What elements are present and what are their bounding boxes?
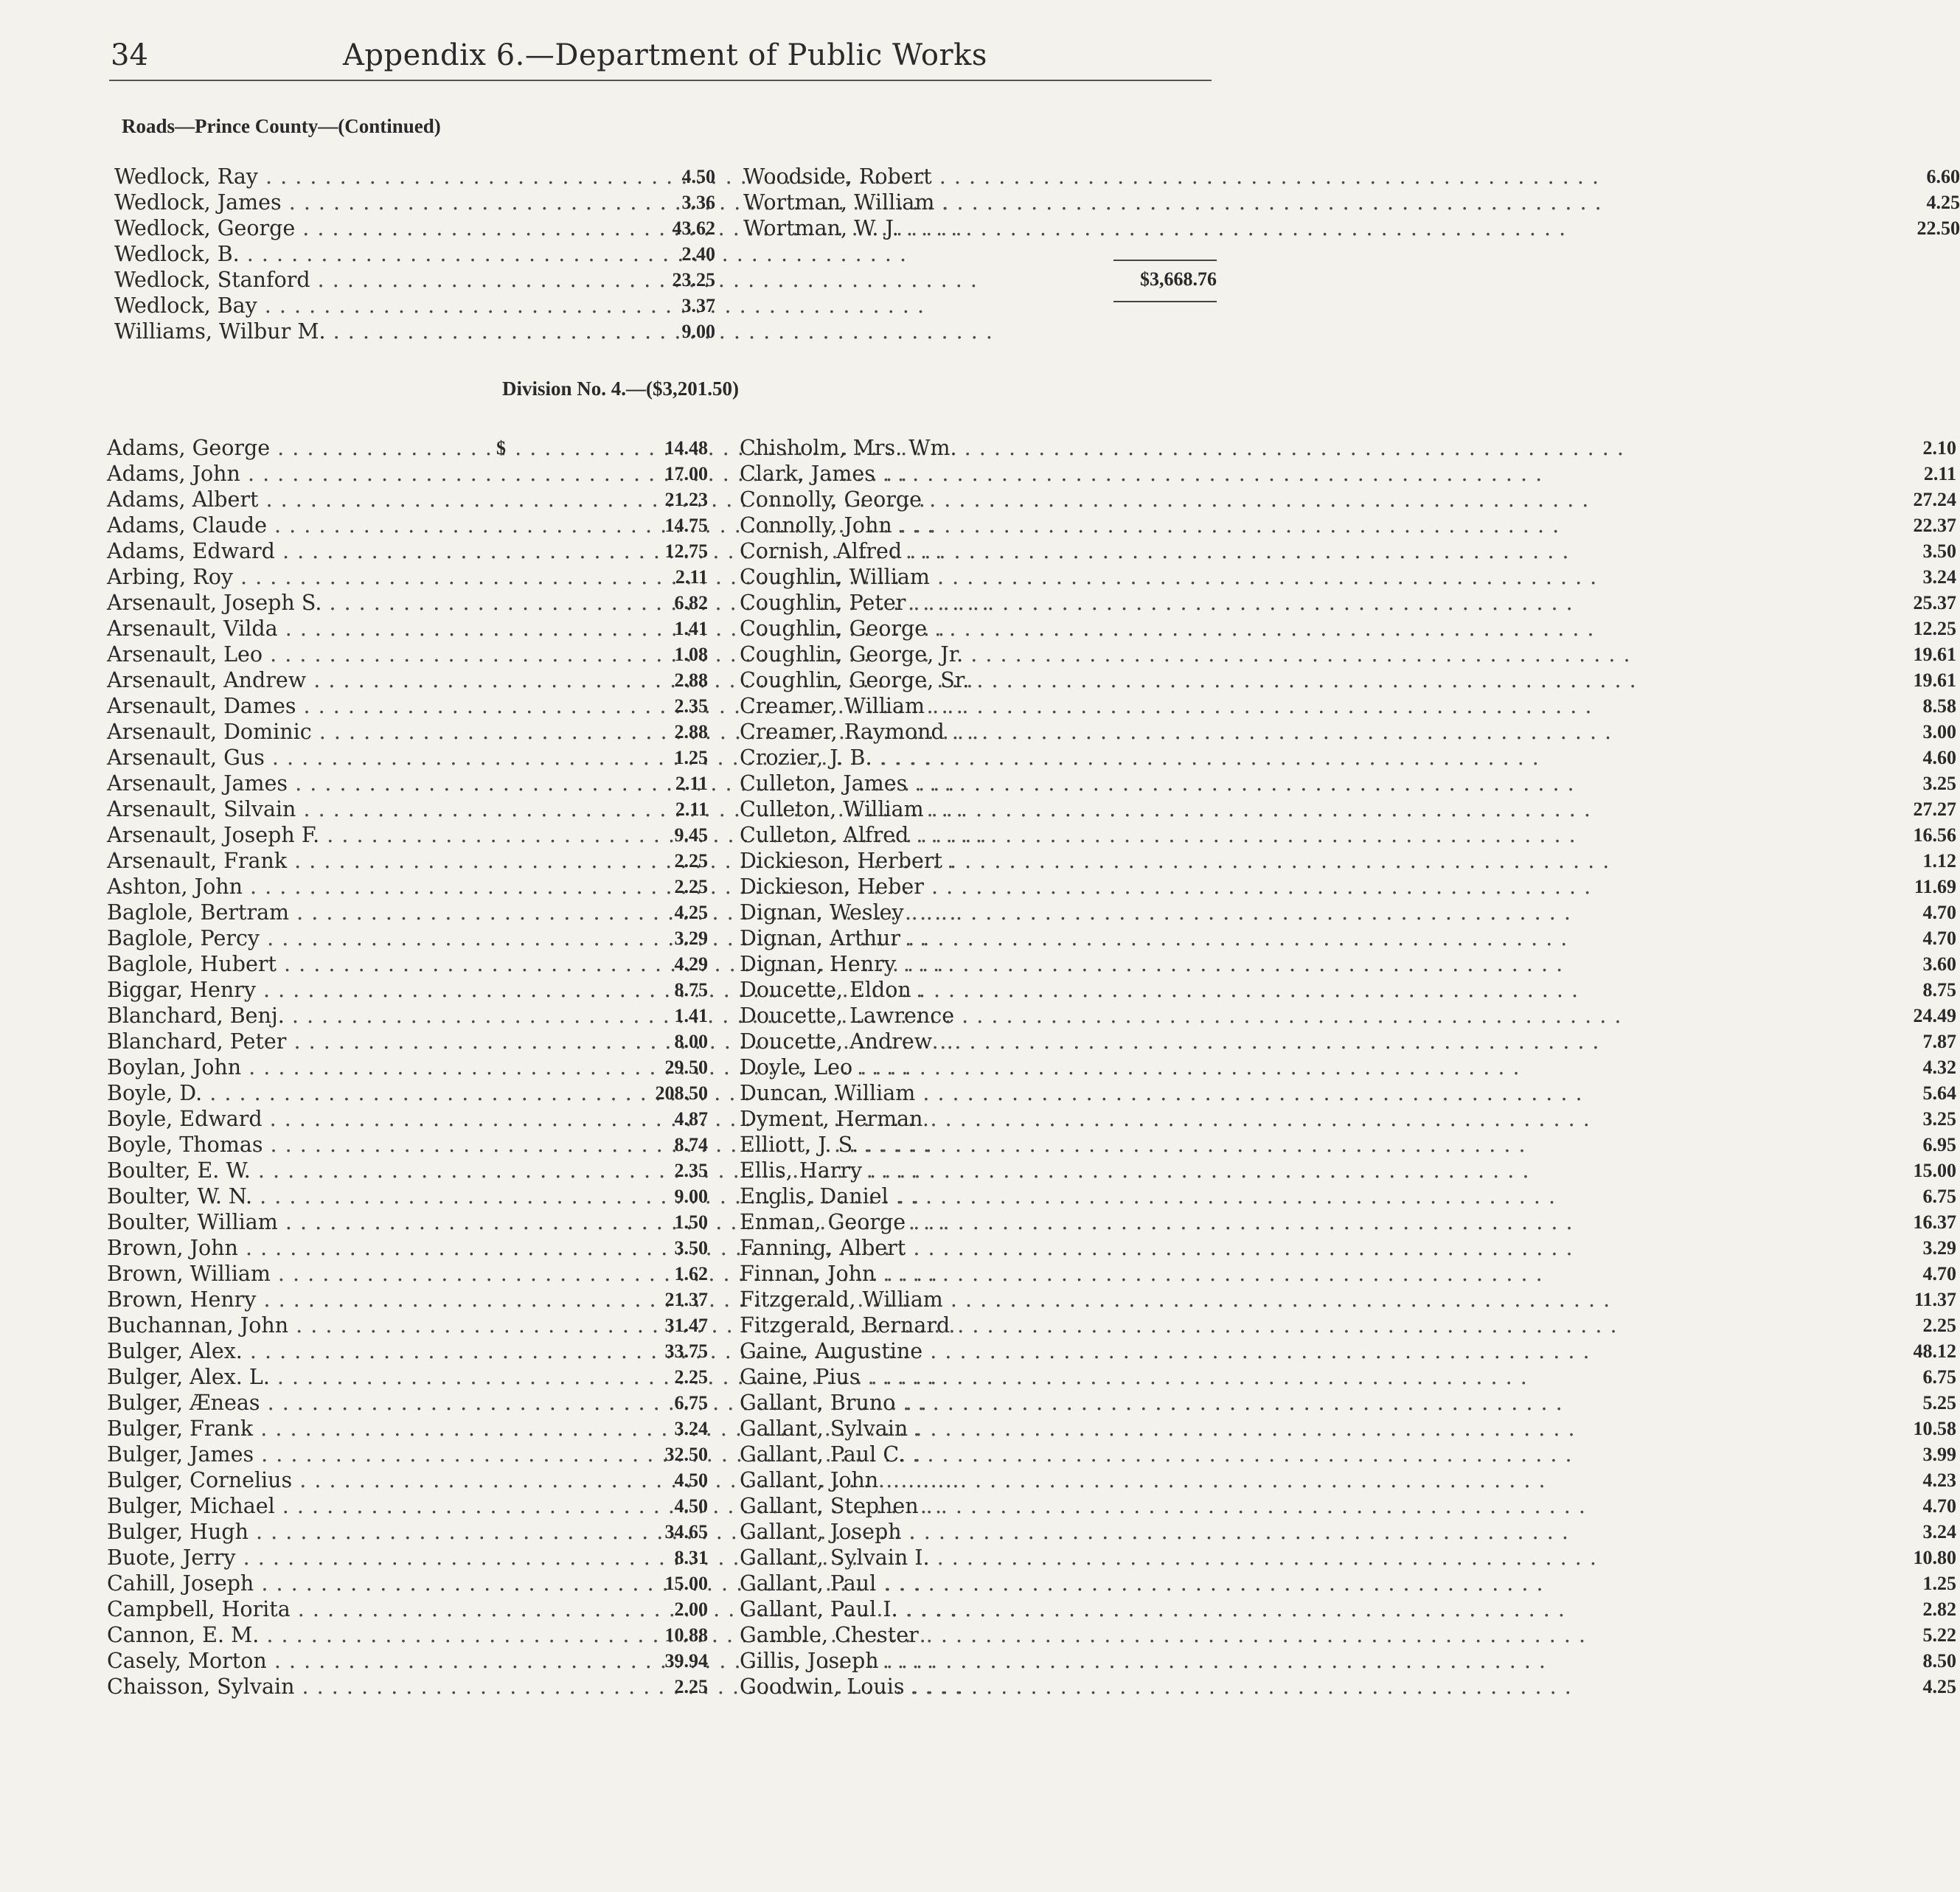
payment-amount: 4.25 bbox=[674, 902, 708, 923]
payment-amount: 6.60 bbox=[1926, 166, 1960, 187]
payment-amount: 3.24 bbox=[674, 1418, 708, 1439]
payee-name: Culleton, James . . . bbox=[740, 771, 1108, 796]
payee-name: Gallant, Stephen . . . bbox=[740, 1493, 1108, 1519]
payee-name: Wedlock, George . . . bbox=[114, 215, 479, 241]
payment-amount: 10.80 bbox=[1913, 1547, 1956, 1568]
payment-amount: 3.36 bbox=[681, 192, 715, 213]
payment-amount: 2.11 bbox=[1923, 463, 1956, 484]
payee-name: Coughlin, George . . . bbox=[740, 616, 1108, 641]
payee-name: Coughlin, George, Jr. . . . bbox=[740, 641, 1108, 667]
payee-name: Bulger, James . . . bbox=[107, 1441, 479, 1467]
payee-name: Cornish, Alfred . . . bbox=[740, 538, 1108, 564]
payment-amount: 4.60 bbox=[1922, 747, 1956, 768]
payee-name: Wortman, W. J. . . . bbox=[743, 215, 1108, 241]
payment-amount: 8.75 bbox=[1922, 979, 1956, 1001]
payee-name: Dyment, Herman . . . bbox=[740, 1106, 1108, 1132]
payment-amount: 1.25 bbox=[1922, 1573, 1956, 1594]
payment-amount: 12.25 bbox=[1913, 618, 1956, 639]
payee-name: Arbing, Roy . . . bbox=[107, 564, 479, 590]
payee-name: Coughlin, William . . . bbox=[740, 564, 1108, 590]
payment-amount: 2.11 bbox=[675, 799, 708, 820]
payee-name: Woodside, Robert . . . bbox=[743, 164, 1108, 189]
payee-name: Bulger, Alex. . . . bbox=[107, 1338, 479, 1364]
payee-name: Arsenault, Andrew . . . bbox=[107, 667, 479, 693]
payment-amount: 1.12 bbox=[1922, 850, 1956, 872]
payment-amount: 4.23 bbox=[1922, 1470, 1956, 1491]
payee-name: Adams, George . . . bbox=[107, 435, 479, 461]
payment-amount: 1.41 bbox=[674, 1005, 708, 1026]
payee-name: Connolly, George . . . bbox=[740, 487, 1108, 512]
payment-amount: 6.82 bbox=[674, 592, 708, 613]
payee-name: Arsenault, Silvain . . . bbox=[107, 796, 479, 822]
payment-amount: 4.87 bbox=[674, 1108, 708, 1130]
payee-name: Fitzgerald, William . . . bbox=[740, 1287, 1108, 1312]
payment-amount: 208.50 bbox=[655, 1082, 708, 1104]
payment-amount: 27.27 bbox=[1913, 799, 1956, 820]
payee-name: Fanning, Albert . . . bbox=[740, 1235, 1108, 1261]
payee-name: Arsenault, Dominic . . . bbox=[107, 719, 479, 745]
payee-name: Gallant, John . . . bbox=[740, 1467, 1108, 1493]
payment-amount: 4.25 bbox=[1922, 1676, 1956, 1697]
payment-amount: 23.25 bbox=[672, 269, 715, 291]
payee-name: Crozier, J. B. . . . bbox=[740, 745, 1108, 771]
payee-name: Boulter, William . . . bbox=[107, 1209, 479, 1235]
payee-name: Brown, John . . . bbox=[107, 1235, 479, 1261]
payment-amount: 8.00 bbox=[674, 1031, 708, 1052]
payment-amount: 2.88 bbox=[674, 721, 708, 742]
payee-name: Gallant, Sylvain I. . . . bbox=[740, 1545, 1108, 1571]
payment-amount: 7.87 bbox=[1922, 1031, 1956, 1052]
payee-name: Elliott, J. S. . . . bbox=[740, 1132, 1108, 1158]
payee-name: Englis, Daniel . . . bbox=[740, 1183, 1108, 1209]
payee-name: Boyle, Thomas . . . bbox=[107, 1132, 479, 1158]
payee-name: Dignan, Henry . . . bbox=[740, 951, 1108, 977]
payment-amount: 2.25 bbox=[674, 876, 708, 897]
payment-amount: 3.29 bbox=[674, 928, 708, 949]
payee-name: Cahill, Joseph . . . bbox=[107, 1571, 479, 1596]
payee-name: Adams, Albert . . . bbox=[107, 487, 479, 512]
payee-name: Gallant, Sylvain . . . bbox=[740, 1416, 1108, 1441]
payment-amount: 33.75 bbox=[664, 1340, 708, 1362]
payment-amount: 14.75 bbox=[664, 515, 708, 536]
payment-amount: 3.50 bbox=[674, 1237, 708, 1259]
continued-total bbox=[1113, 260, 1217, 302]
payee-name: Coughlin, George, Sr. . . . bbox=[740, 667, 1108, 693]
payee-name: Adams, Claude . . . bbox=[107, 512, 479, 538]
payee-name: Bulger, Hugh . . . bbox=[107, 1519, 479, 1545]
payee-name: Boyle, Edward . . . bbox=[107, 1106, 479, 1132]
payee-name: Finnan, John . . . bbox=[740, 1261, 1108, 1287]
payment-amount: 10.88 bbox=[664, 1624, 708, 1646]
payee-name: Dignan, Wesley . . . bbox=[740, 900, 1108, 925]
page-number: 34 bbox=[111, 38, 148, 72]
payee-name: Gallant, Paul . . . bbox=[740, 1571, 1108, 1596]
payment-amount: 4.50 bbox=[674, 1470, 708, 1491]
payment-amount: 11.37 bbox=[1914, 1289, 1956, 1310]
payee-name: Arsenault, Joseph F. . . . bbox=[107, 822, 479, 848]
payment-amount: 9.00 bbox=[674, 1186, 708, 1207]
payee-name: Dickieson, Heber . . . bbox=[740, 874, 1108, 900]
payee-name: Cannon, E. M. . . . bbox=[107, 1622, 479, 1648]
payee-name: Baglole, Hubert . . . bbox=[107, 951, 479, 977]
payee-name: Brown, Henry . . . bbox=[107, 1287, 479, 1312]
payment-amount: 3.25 bbox=[1922, 1108, 1956, 1130]
payment-amount: 6.95 bbox=[1922, 1134, 1956, 1155]
payment-amount: 5.22 bbox=[1922, 1624, 1956, 1646]
payment-amount: 39.94 bbox=[664, 1650, 708, 1672]
payee-name: Adams, Edward . . . bbox=[107, 538, 479, 564]
payee-name: Gamble, Chester . . . bbox=[740, 1622, 1108, 1648]
payment-amount: 3.60 bbox=[1922, 953, 1956, 975]
payment-amount: 17.00 bbox=[664, 463, 708, 484]
payee-name: Adams, John . . . bbox=[107, 461, 479, 487]
payment-amount: 3.24 bbox=[1922, 566, 1956, 588]
payment-amount: 4.25 bbox=[1926, 192, 1960, 213]
payee-name: Culleton, Alfred . . . bbox=[740, 822, 1108, 848]
payee-name: Casely, Morton . . . bbox=[107, 1648, 479, 1674]
payment-amount: 4.32 bbox=[1922, 1057, 1956, 1078]
payment-amount: 4.70 bbox=[1922, 902, 1956, 923]
payment-amount: 6.75 bbox=[1922, 1366, 1956, 1388]
payment-amount: 2.11 bbox=[675, 566, 708, 588]
payment-amount: 2.35 bbox=[674, 695, 708, 717]
payment-amount: 2.82 bbox=[1922, 1599, 1956, 1620]
payee-name: Fitzgerald, Bernard . . . bbox=[740, 1312, 1108, 1338]
payment-amount: 8.31 bbox=[674, 1547, 708, 1568]
payee-name: Wedlock, James . . . bbox=[114, 189, 479, 215]
payee-name: Buote, Jerry . . . bbox=[107, 1545, 479, 1571]
payment-amount: 1.25 bbox=[674, 747, 708, 768]
payment-amount: 3.37 bbox=[681, 295, 715, 316]
payee-name: Creamer, Raymond . . . bbox=[740, 719, 1108, 745]
page-header bbox=[111, 38, 1209, 75]
payment-amount: 9.45 bbox=[674, 824, 708, 846]
payee-name: Doucette, Andrew . . . bbox=[740, 1029, 1108, 1054]
payee-name: Brown, William . . . bbox=[107, 1261, 479, 1287]
payment-amount: 8.74 bbox=[674, 1134, 708, 1155]
payment-amount: 19.61 bbox=[1913, 669, 1956, 691]
payment-amount: 34.65 bbox=[664, 1521, 708, 1543]
payee-name: Doyle, Leo . . . bbox=[740, 1054, 1108, 1080]
payee-name: Goodwin, Louis . . . bbox=[740, 1674, 1108, 1700]
payee-name: Blanchard, Benj. . . . bbox=[107, 1003, 479, 1029]
payee-name: Doucette, Lawrence . . . bbox=[740, 1003, 1108, 1029]
payment-amount: 6.75 bbox=[1922, 1186, 1956, 1207]
payment-amount: 4.29 bbox=[674, 953, 708, 975]
payment-amount: 15.00 bbox=[1913, 1160, 1956, 1181]
payee-name: Dickieson, Herbert . . . bbox=[740, 848, 1108, 874]
payee-name: Dignan, Arthur . . . bbox=[740, 925, 1108, 951]
total-value: $3,668.76 bbox=[1140, 268, 1217, 290]
payee-name: Baglole, Bertram . . . bbox=[107, 900, 479, 925]
payment-amount: 32.50 bbox=[664, 1444, 708, 1465]
payee-name: Boulter, E. W. . . . bbox=[107, 1158, 479, 1183]
payee-name: Blanchard, Peter . . . bbox=[107, 1029, 479, 1054]
payment-amount: 3.00 bbox=[1922, 721, 1956, 742]
payment-amount: 1.08 bbox=[674, 644, 708, 665]
payment-amount: 15.00 bbox=[664, 1573, 708, 1594]
payee-name: Wortman, William . . . bbox=[743, 189, 1108, 215]
total-rule-bottom bbox=[1113, 301, 1217, 302]
payment-amount: 31.47 bbox=[664, 1315, 708, 1336]
payment-amount: 8.50 bbox=[1922, 1650, 1956, 1672]
payee-name: Arsenault, Joseph S. . . . bbox=[107, 590, 479, 616]
payment-amount: 16.37 bbox=[1913, 1211, 1956, 1233]
payment-amount: 2.00 bbox=[674, 1599, 708, 1620]
payee-name: Boyle, D. . . . bbox=[107, 1080, 479, 1106]
payee-name: Wedlock, Ray . . . bbox=[114, 164, 479, 189]
payment-amount: 24.49 bbox=[1913, 1005, 1956, 1026]
payee-name: Wedlock, B. . . . bbox=[114, 241, 479, 267]
payment-amount: 4.70 bbox=[1922, 928, 1956, 949]
division-heading: Division No. 4.—($3,201.50) bbox=[501, 378, 739, 400]
payee-name: Enman, George . . . bbox=[740, 1209, 1108, 1235]
payment-amount: 29.50 bbox=[664, 1057, 708, 1078]
payment-amount: 2.25 bbox=[674, 850, 708, 872]
payment-amount: 9.00 bbox=[681, 321, 715, 342]
payee-name: Gaine, Pius . . . bbox=[740, 1364, 1108, 1390]
payment-amount: 21.23 bbox=[664, 489, 708, 510]
payee-name: Gallant, Paul C. . . . bbox=[740, 1441, 1108, 1467]
payment-amount: 6.75 bbox=[674, 1392, 708, 1413]
payment-amount: 8.75 bbox=[674, 979, 708, 1001]
payment-amount: 12.75 bbox=[664, 540, 708, 562]
payment-amount: 25.37 bbox=[1913, 592, 1956, 613]
payment-amount: 27.24 bbox=[1913, 489, 1956, 510]
payment-amount: 43.62 bbox=[672, 218, 715, 239]
payee-name: Wedlock, Bay . . . bbox=[114, 293, 479, 319]
payee-name: Buchannan, John . . . bbox=[107, 1312, 479, 1338]
payee-name: Arsenault, James . . . bbox=[107, 771, 479, 796]
payment-amount: 19.61 bbox=[1913, 644, 1956, 665]
payee-name: Biggar, Henry . . . bbox=[107, 977, 479, 1003]
payee-name: Gallant, Paul I. . . . bbox=[740, 1596, 1108, 1622]
payment-amount: 1.41 bbox=[674, 618, 708, 639]
payee-name: Arsenault, Frank . . . bbox=[107, 848, 479, 874]
payment-amount: 1.50 bbox=[674, 1211, 708, 1233]
payment-amount: 3.29 bbox=[1922, 1237, 1956, 1259]
payment-amount: 2.11 bbox=[675, 773, 708, 794]
payment-amount: 4.70 bbox=[1922, 1495, 1956, 1517]
section-heading: Roads—Prince County—(Continued) bbox=[122, 115, 441, 137]
payment-amount: 10.58 bbox=[1913, 1418, 1956, 1439]
payment-amount: 4.50 bbox=[674, 1495, 708, 1517]
payment-amount: 3.99 bbox=[1922, 1444, 1956, 1465]
dollar-sign: $ bbox=[496, 437, 506, 459]
payee-name: Bulger, Æneas . . . bbox=[107, 1390, 479, 1416]
payee-name: Wedlock, Stanford . . . bbox=[114, 267, 479, 293]
page-title: Appendix 6.—Department of Public Works bbox=[343, 38, 987, 72]
payee-name: Ellis, Harry . . . bbox=[740, 1158, 1108, 1183]
payee-name: Clark, James . . . bbox=[740, 461, 1108, 487]
payee-name: Bulger, Alex. L. . . . bbox=[107, 1364, 479, 1390]
payment-amount: 3.25 bbox=[1922, 773, 1956, 794]
payment-amount: 14.48 bbox=[664, 437, 708, 459]
payee-name: Boylan, John . . . bbox=[107, 1054, 479, 1080]
payee-name: Chisholm, Mrs. Wm. . . . bbox=[740, 435, 1108, 461]
payment-amount: 2.25 bbox=[1922, 1315, 1956, 1336]
payment-amount: 21.37 bbox=[664, 1289, 708, 1310]
payment-amount: 4.50 bbox=[681, 166, 715, 187]
payee-name: Ashton, John . . . bbox=[107, 874, 479, 900]
payment-amount: 4.70 bbox=[1922, 1263, 1956, 1284]
payment-amount: 1.62 bbox=[674, 1263, 708, 1284]
payee-name: Gallant, Joseph . . . bbox=[740, 1519, 1108, 1545]
payee-name: Baglole, Percy . . . bbox=[107, 925, 479, 951]
payee-name: Arsenault, Leo . . . bbox=[107, 641, 479, 667]
payment-amount: 22.50 bbox=[1916, 218, 1960, 239]
payee-name: Gillis, Joseph . . . bbox=[740, 1648, 1108, 1674]
payee-name: Culleton, William . . . bbox=[740, 796, 1108, 822]
payment-amount: 2.35 bbox=[674, 1160, 708, 1181]
payee-name: Campbell, Horita . . . bbox=[107, 1596, 479, 1622]
payment-amount: 5.64 bbox=[1922, 1082, 1956, 1104]
payment-amount: 22.37 bbox=[1913, 515, 1956, 536]
payee-name: Gaine, Augustine . . . bbox=[740, 1338, 1108, 1364]
payment-amount: 5.25 bbox=[1922, 1392, 1956, 1413]
payment-amount: 16.56 bbox=[1913, 824, 1956, 846]
payee-name: Williams, Wilbur M. . . . bbox=[114, 319, 479, 344]
payee-name: Bulger, Cornelius . . . bbox=[107, 1467, 479, 1493]
payment-amount: 2.88 bbox=[674, 669, 708, 691]
payee-name: Chaisson, Sylvain . . . bbox=[107, 1674, 479, 1700]
payment-amount: 8.58 bbox=[1922, 695, 1956, 717]
header-rule bbox=[109, 80, 1212, 81]
payee-name: Arsenault, Dames . . . bbox=[107, 693, 479, 719]
payee-name: Arsenault, Vilda . . . bbox=[107, 616, 479, 641]
payment-amount: 11.69 bbox=[1914, 876, 1956, 897]
payee-name: Gallant, Bruno . . . bbox=[740, 1390, 1108, 1416]
payee-name: Bulger, Frank . . . bbox=[107, 1416, 479, 1441]
payment-amount: 3.24 bbox=[1922, 1521, 1956, 1543]
payee-name: Connolly, John . . . bbox=[740, 512, 1108, 538]
payee-name: Arsenault, Gus . . . bbox=[107, 745, 479, 771]
payment-amount: 2.25 bbox=[674, 1366, 708, 1388]
payment-amount: 2.40 bbox=[681, 243, 715, 265]
payee-name: Creamer, William . . . bbox=[740, 693, 1108, 719]
payee-name: Doucette, Eldon . . . bbox=[740, 977, 1108, 1003]
payment-amount: 2.10 bbox=[1922, 437, 1956, 459]
payee-name: Bulger, Michael . . . bbox=[107, 1493, 479, 1519]
payee-name: Boulter, W. N. . . . bbox=[107, 1183, 479, 1209]
payee-name: Coughlin, Peter . . . bbox=[740, 590, 1108, 616]
payment-amount: 2.25 bbox=[674, 1676, 708, 1697]
payee-name: Duncan, William . . . bbox=[740, 1080, 1108, 1106]
payment-amount: 3.50 bbox=[1922, 540, 1956, 562]
payment-amount: 48.12 bbox=[1913, 1340, 1956, 1362]
